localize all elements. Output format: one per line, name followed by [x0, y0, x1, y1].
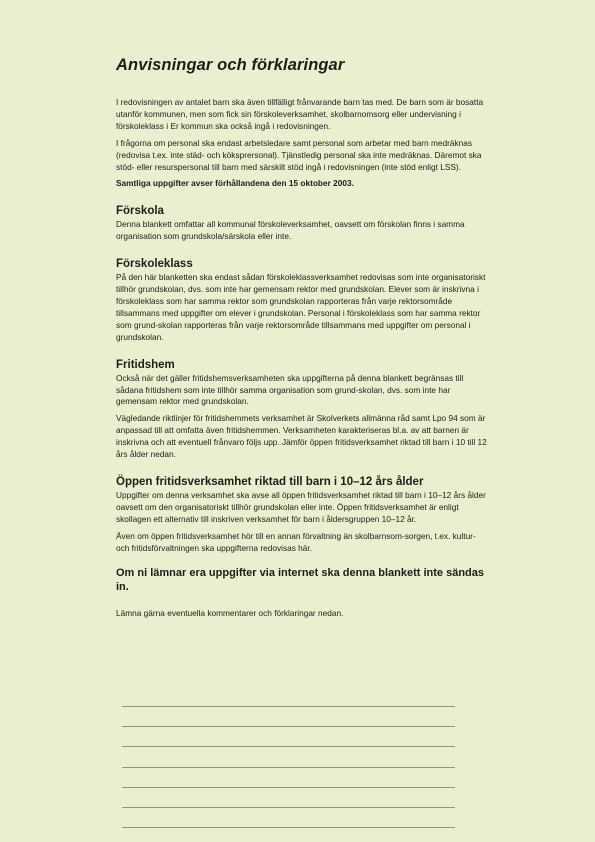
section-paragraph: Vägledande riktlinjer för fritidshemmets verksamhet är Skolverkets allmänna råd samt Lpo 94 som är anpassad till att omfatta även fritidshemmen. Verksamheten karakteriseras bl.a. av att barnen är inskrivna och att eventuell frånvaro följs upp. Jämför öppen fritidsverksamhet riktad till barn i 10 till 12 års ålder nedan. [116, 413, 487, 460]
comment-lines-area[interactable] [122, 706, 455, 828]
instructions-page [116, 56, 488, 625]
reference-date-note: Samtliga uppgifter avser förhållandena den 15 oktober 2003. [116, 178, 354, 189]
internet-submission-notice: Om ni lämnar era uppgifter via internet ska denna blankett inte sändas in. [116, 567, 484, 594]
comment-line[interactable] [122, 747, 455, 767]
comment-line[interactable] [122, 808, 455, 828]
section-heading: Förskola [116, 205, 164, 218]
intro-block [116, 97, 488, 190]
page-title: Anvisningar och förklaringar [116, 56, 345, 74]
comment-line[interactable] [122, 788, 455, 808]
section-forskola [116, 204, 488, 243]
comments-prompt: Lämna gärna eventuella kommentarer och förklaringar nedan. [116, 608, 344, 619]
section-paragraph: Också när det gäller fritidshemsverksamheten ska uppgifterna på denna blankett begränsas till sådana fritidshem som inte tillhör samma organisation som grund-skolan, dvs. som inte har gemensam rektor med grundskolan. [116, 372, 464, 407]
section-paragraph: Uppgifter om denna verksamhet ska avse all öppen fritidsverksamhet riktad till barn i 10–12 års ålder oavsett om den organisatoriskt tillhör grundskolan eller inte. Öppen fritidsverksamhet är enligt skollagen ett alternativ till inskriven verksamhet för barn i åldersgruppen 10–12 år. [116, 489, 486, 524]
section-paragraph: På den här blanketten ska endast sådan förskoleklassverksamhet redovisas som inte organisatoriskt tillhör grundskolan, dvs. som inte har gemensam rektor med grundskolan. Elever som är inskrivna i förskoleklass som har samma rektor som grundskolan rapporteras från varje rektorsområde tillsammans med uppgifter om elever i grundskolan. Personal i förskoleklass som har samma rektor som grund-skolan rapporteras från varje rektorsområde tillsammans med uppgifter om personal i grundskolan. [116, 272, 486, 342]
intro-paragraph: I redovisningen av antalet barn ska även tillfälligt frånvarande barn tas med. De barn som är bosatta utanför kommunen, men som fick sin förskoleverksamhet, skolbarnomsorg eller undervisning i förskoleklass i Er kommun ska också ingå i redovisningen. [116, 97, 484, 131]
comment-line[interactable] [122, 727, 455, 747]
section-forskoleklass [116, 257, 488, 343]
section-paragraph: Även om öppen fritidsverksamhet hör till en annan förvaltning än skolbarnsom-sorgen, t.ex. kultur- och fritidsförvaltningen ska uppgifterna redovisas här. [116, 530, 476, 553]
comment-line[interactable] [122, 768, 455, 788]
section-oppen-fritidsverksamhet [116, 475, 488, 555]
section-heading: Öppen fritidsverksamhet riktad till barn i 10–12 års ålder [116, 475, 424, 488]
section-heading: Fritidshem [116, 358, 175, 371]
section-heading: Förskoleklass [116, 258, 193, 271]
comment-line[interactable] [122, 707, 455, 727]
section-fritidshem [116, 358, 488, 461]
section-paragraph: Denna blankett omfattar all kommunal förskoleverksamhet, oavsett om förskolan finns i samma organisation som grundskola/särskola eller inte. [116, 219, 465, 242]
intro-paragraph: I frågorna om personal ska endast arbetsledare samt personal som arbetar med barn medräknas (redovisa t.ex. inte städ- och köksprersonal). Tjänstledig personal ska inte medräknas. Däremot ska stöd- eller resurspersonal till barn med särskilt stöd ingå i redovisningen (inte stöd enligt LSS). [116, 137, 482, 172]
